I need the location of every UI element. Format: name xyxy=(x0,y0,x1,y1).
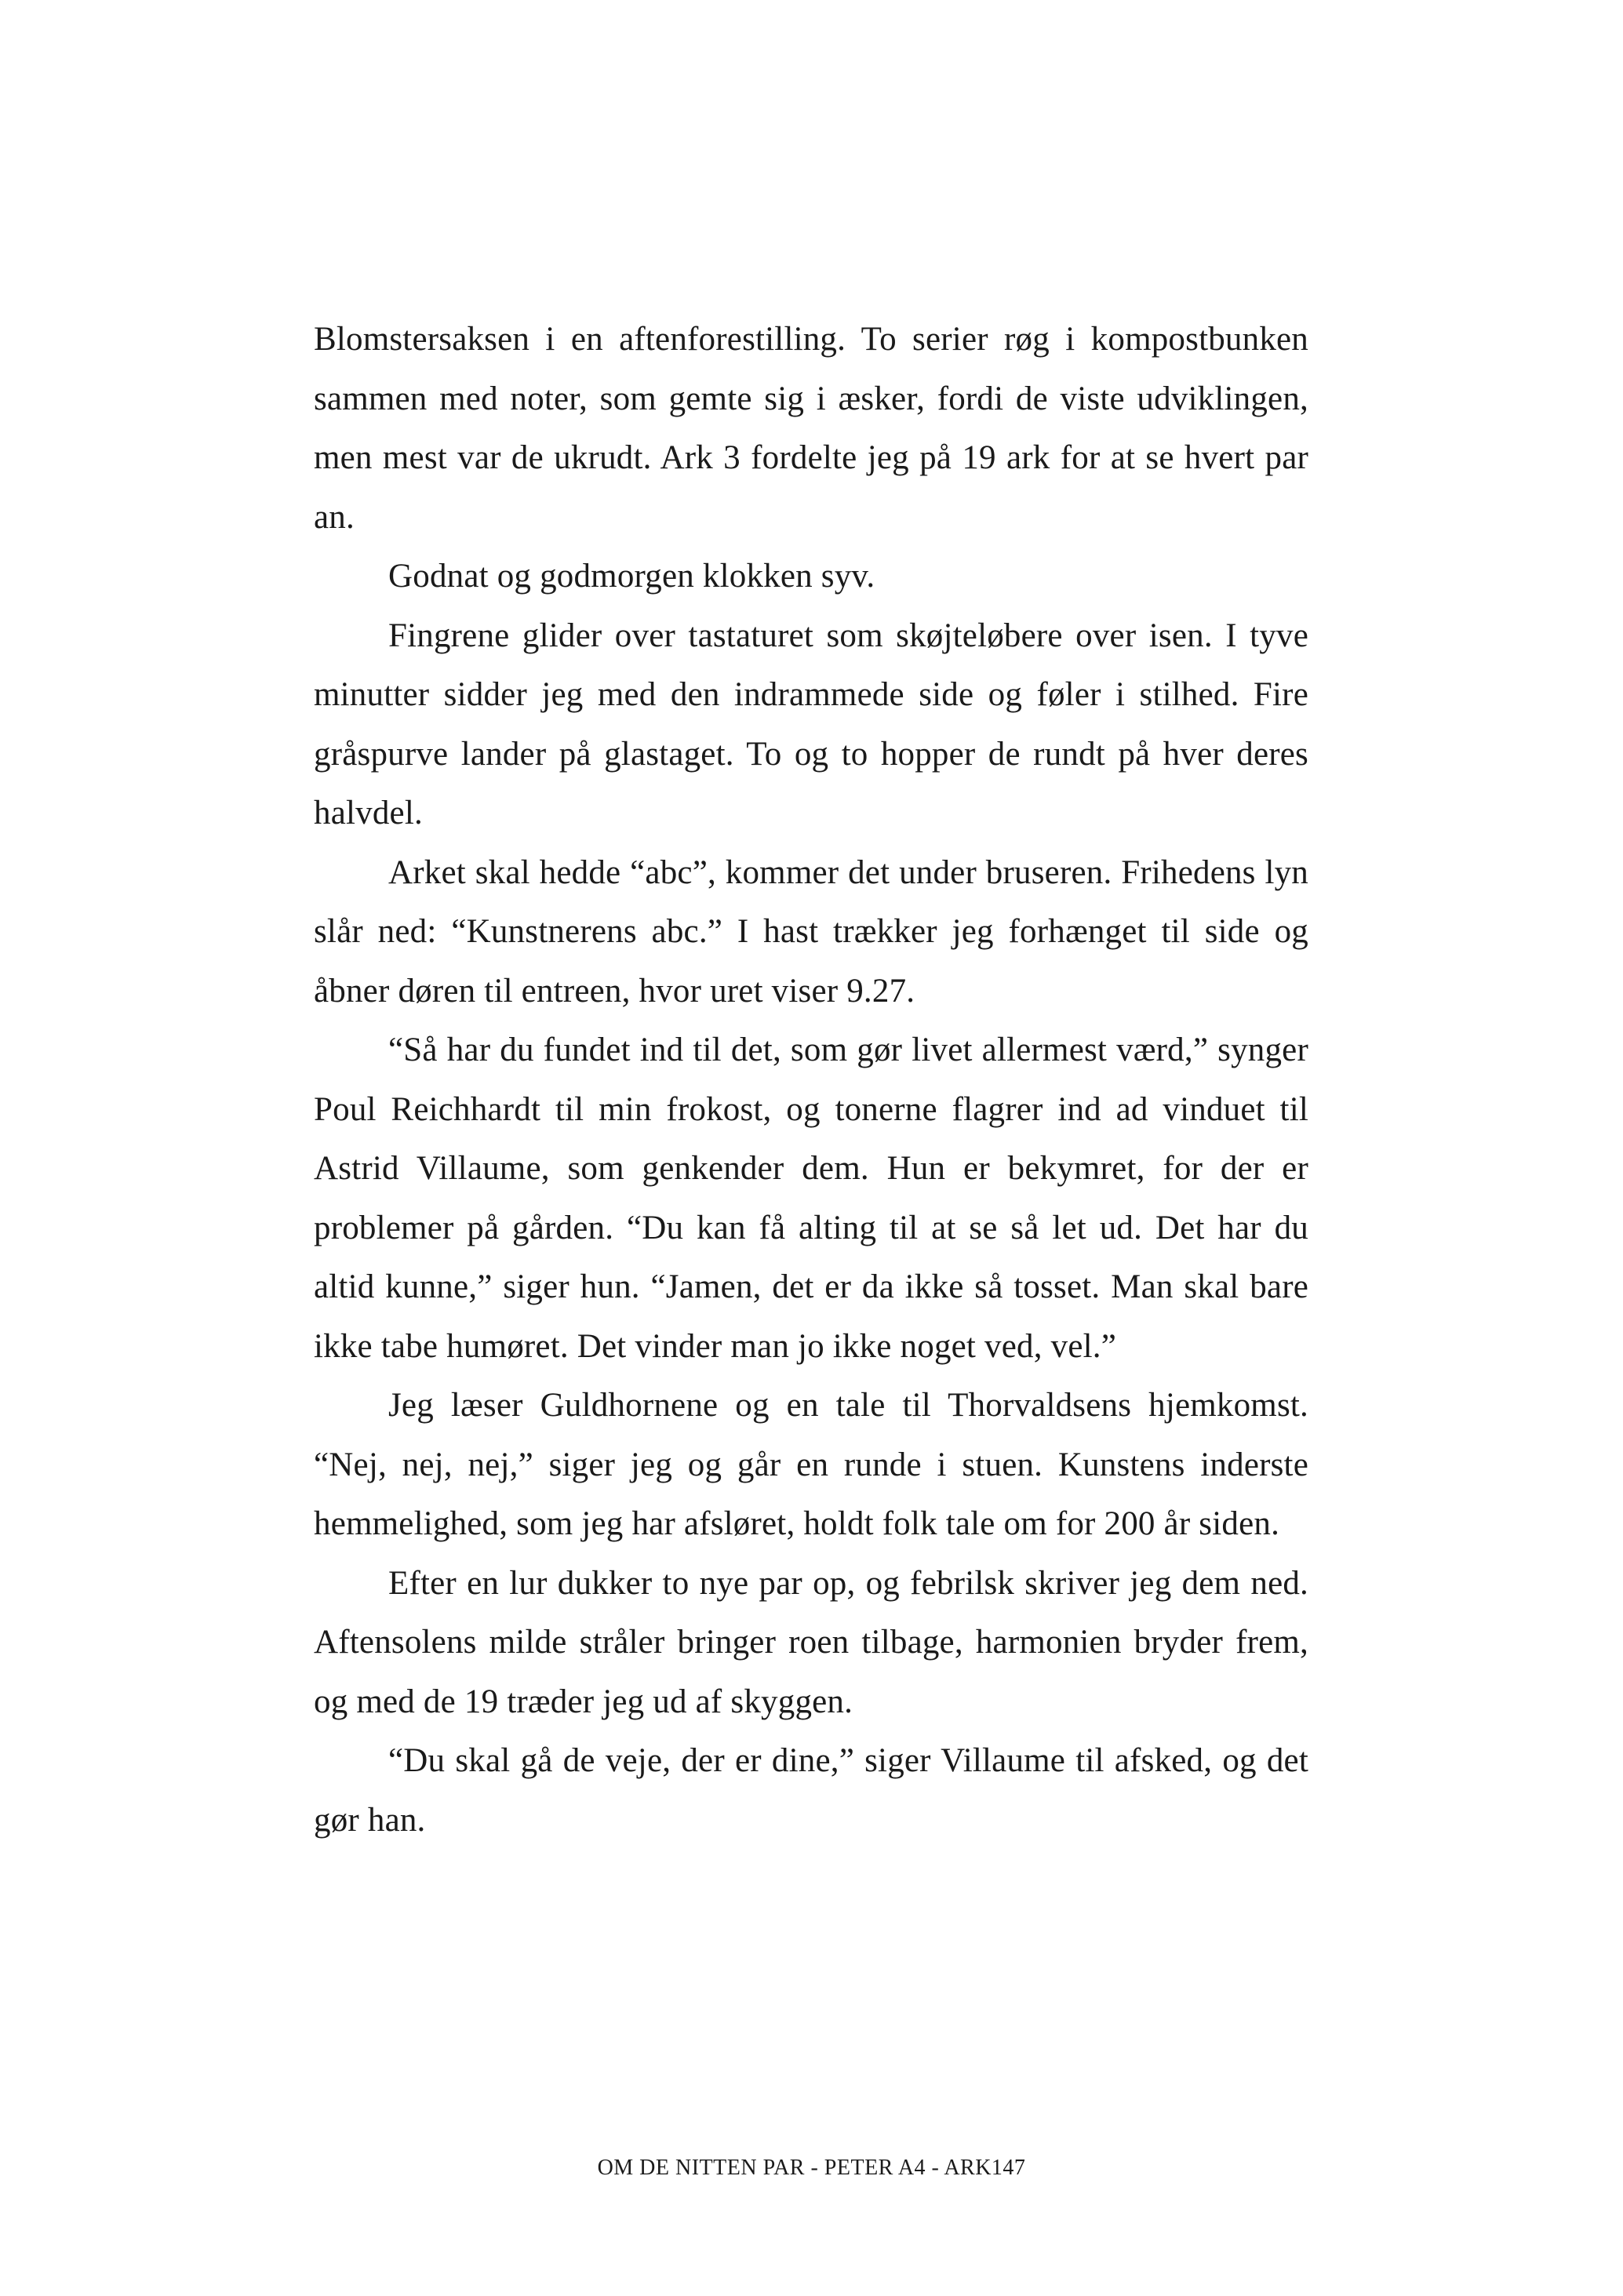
paragraph-6: Jeg læser Guldhornene og en tale til Thorvaldsens hjemkomst. “Nej, nej, nej,” siger jeg og går en runde i stuen. Kunstens inderste hemmelighed, som jeg har afsløret, holdt folk tale om for 200 år siden. xyxy=(314,1387,1308,1542)
paragraph-8: “Du skal gå de veje, der er dine,” siger Villaume til afsked, og det gør han. xyxy=(314,1742,1308,1839)
page-footer: OM DE NITTEN PAR - PETER A4 - ARK147 xyxy=(597,2156,1026,2180)
paragraph-4: Arket skal hedde “abc”, kommer det under bruseren. Frihedens lyn slår ned: “Kunstnerens abc.” I hast trækker jeg forhænget til side og åbner døren til entreen, hvor uret viser 9.27. xyxy=(314,853,1308,1010)
paragraph-2: Godnat og godmorgen klokken syv. xyxy=(388,558,875,595)
body-text xyxy=(314,310,1308,1850)
paragraph-1: Blomstersaksen i en aftenforestilling. To serier røg i kompostbunken sammen med noter, som gemte sig i æsker, fordi de viste udviklingen, men mest var de ukrudt. Ark 3 fordelte jeg på 19 ark for at se hvert par an. xyxy=(314,321,1308,536)
paragraph-7: Efter en lur dukker to nye par op, og febrilsk skriver jeg dem ned. Aftensolens milde stråler bringer roen tilbage, harmonien bryder frem, og med de 19 træder jeg ud af skyggen. xyxy=(314,1564,1308,1720)
paragraph-3: Fingrene glider over tastaturet som skøjteløbere over isen. I tyve minutter sidder jeg med den indrammede side og føler i stilhed. Fire gråspurve lander på glastaget. To og to hopper de rundt på hver deres halvdel. xyxy=(314,617,1308,831)
paragraph-5: “Så har du fundet ind til det, som gør livet allermest værd,” synger Poul Reichhardt til min frokost, og tonerne flagrer ind ad vinduet til Astrid Villaume, som genkender dem. Hun er bekymret, for der er problemer på gården. “Du kan få alting til at se så let ud. Det har du altid kunne,” siger hun. “Jamen, det er da ikke så tosset. Man skal bare ikke tabe humøret. Det vinder man jo ikke noget ved, vel.” xyxy=(314,1032,1308,1365)
